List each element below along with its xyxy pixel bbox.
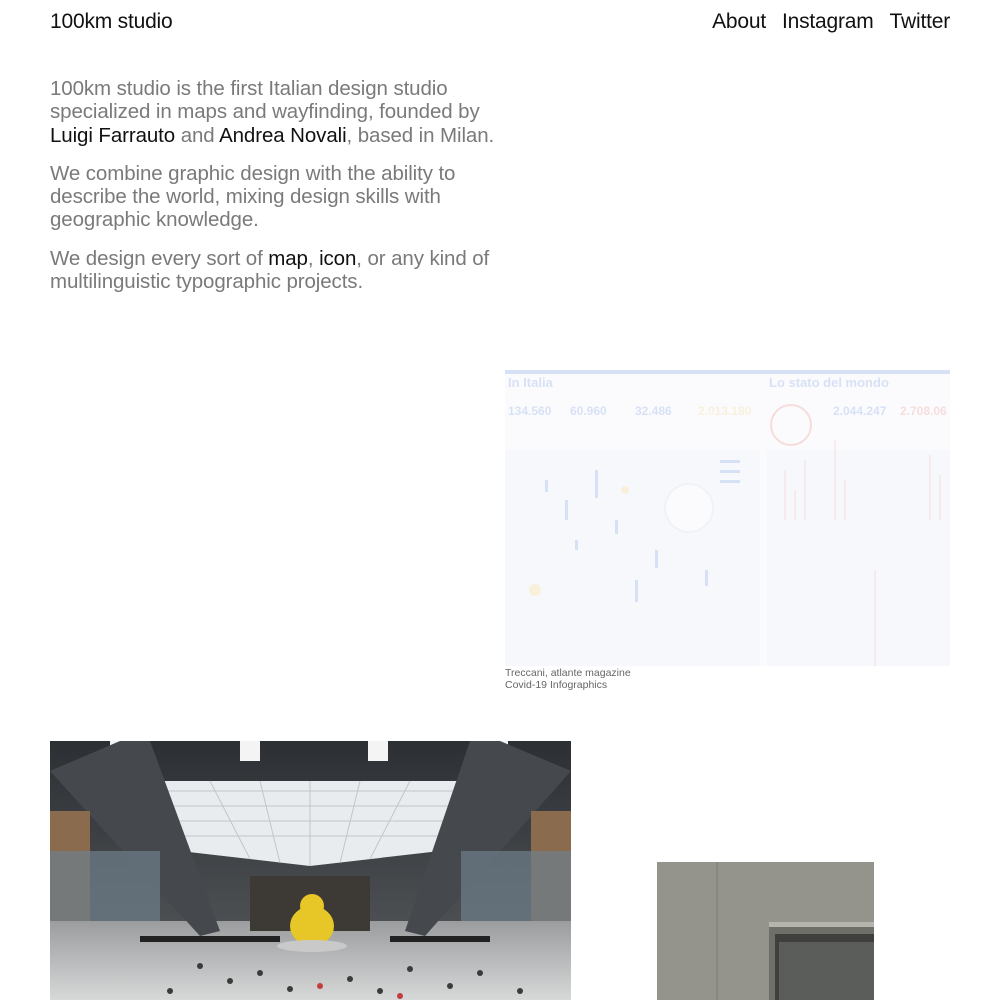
- infographic-image[interactable]: [505, 370, 950, 666]
- icon-link[interactable]: icon: [319, 246, 357, 270]
- nav-twitter[interactable]: Twitter: [889, 10, 950, 33]
- intro-text: , based in Milan.: [346, 123, 495, 147]
- project-airport-photo[interactable]: [50, 741, 571, 1000]
- infographic-stat: 2.044.247: [833, 404, 887, 418]
- infographic-stat: 60.960: [570, 404, 607, 418]
- infographic-stat: 2.013.180: [698, 404, 752, 418]
- project-concrete-photo[interactable]: [657, 862, 874, 1000]
- intro-text: and: [175, 123, 220, 147]
- infographic-stat: 134.560: [508, 404, 552, 418]
- intro-text: ,: [307, 246, 320, 270]
- infographic-stat: 2.708.06: [900, 404, 947, 418]
- airport-terminal-photo: [50, 741, 571, 1000]
- founder-link-luigi[interactable]: Luigi Farrauto: [50, 123, 176, 147]
- nav-about[interactable]: About: [712, 10, 766, 33]
- infographic-right-title: Lo stato del mondo: [769, 375, 889, 390]
- caption-client: Treccani, atlante magazine: [505, 667, 631, 679]
- studio-intro: [50, 77, 500, 308]
- infographic-left-title: In Italia: [508, 375, 553, 390]
- project-covid-infographics[interactable]: [505, 370, 950, 691]
- site-title[interactable]: 100km studio: [50, 10, 173, 33]
- concrete-doorway-photo: [657, 862, 874, 1000]
- infographic-stat: 32.486: [635, 404, 672, 418]
- intro-text: 100km studio is the first Italian design studio specialized in maps and wayfinding, founded by: [50, 77, 480, 124]
- nav-instagram[interactable]: Instagram: [781, 10, 874, 33]
- main-nav: [712, 10, 950, 34]
- intro-paragraph-1: [50, 77, 500, 147]
- map-link[interactable]: map: [268, 246, 308, 270]
- intro-text: , or any kind of multilinguistic typographic projects.: [50, 246, 490, 294]
- founder-link-andrea[interactable]: Andrea Novali: [219, 123, 347, 147]
- intro-paragraph-2: We combine graphic design with the ability to describe the world, mixing design skills with geographic knowledge.: [50, 161, 456, 232]
- project-caption: [505, 667, 950, 691]
- caption-title: Covid-19 Infographics: [505, 679, 608, 691]
- intro-text: We design every sort of: [50, 246, 269, 270]
- intro-paragraph-3: [50, 247, 500, 294]
